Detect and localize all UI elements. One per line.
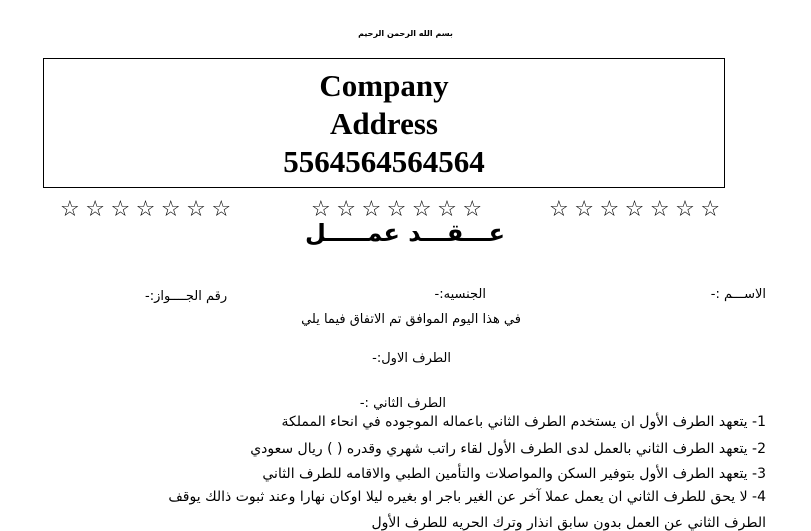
document-title: عـــقـــد عمـــــل <box>304 219 506 247</box>
clause-1: 1- يتعهد الطرف الأول ان يستخدم الطرف الثاني باعماله الموجوده في انحاء المملكة <box>281 414 766 430</box>
passport-field-label: رقم الجــــواز:- <box>145 289 228 304</box>
company-header-box <box>43 58 725 188</box>
clause-2: 2- يتعهد الطرف الثاني بالعمل لدى الطرف الأول لقاء راتب شهري وقدره ( ) ريال سعودي <box>250 441 766 457</box>
star-divider-left: ☆☆☆☆☆☆☆ <box>60 197 237 222</box>
basmala-text: بسم الله الرحمن الرحيم <box>358 29 453 38</box>
second-party-label: الطرف الثاني :- <box>359 396 446 411</box>
clause-4: 4- لا يحق للطرف الثاني ان يعمل عملا آخر عن الغير باجر او بغيره ليلا اوكان نهارا وعند ثبوت ذالك يوقف <box>168 489 766 505</box>
clause-4-continued: الطرف الثاني عن العمل بدون سابق انذار وترك الحريه للطرف الأول <box>371 515 766 531</box>
nationality-field-label: الجنسيه:- <box>434 287 486 302</box>
star-divider-center: ☆☆☆☆☆☆☆ <box>311 197 488 222</box>
name-field-label: الاســـم :- <box>710 287 766 302</box>
company-phone: 5564564564564 <box>283 144 485 179</box>
clause-3: 3- يتعهد الطرف الأول بتوفير السكن والمواصلات والتأمين الطبي والاقامه للطرف الثاني <box>262 466 766 482</box>
company-address: Address <box>330 106 438 141</box>
company-name: Company <box>319 68 449 103</box>
star-divider-right: ☆☆☆☆☆☆☆ <box>549 197 726 222</box>
first-party-label: الطرف الاول:- <box>372 351 451 366</box>
intro-text: في هذا اليوم الموافق تم الاتفاق فيما يلي <box>301 312 521 327</box>
